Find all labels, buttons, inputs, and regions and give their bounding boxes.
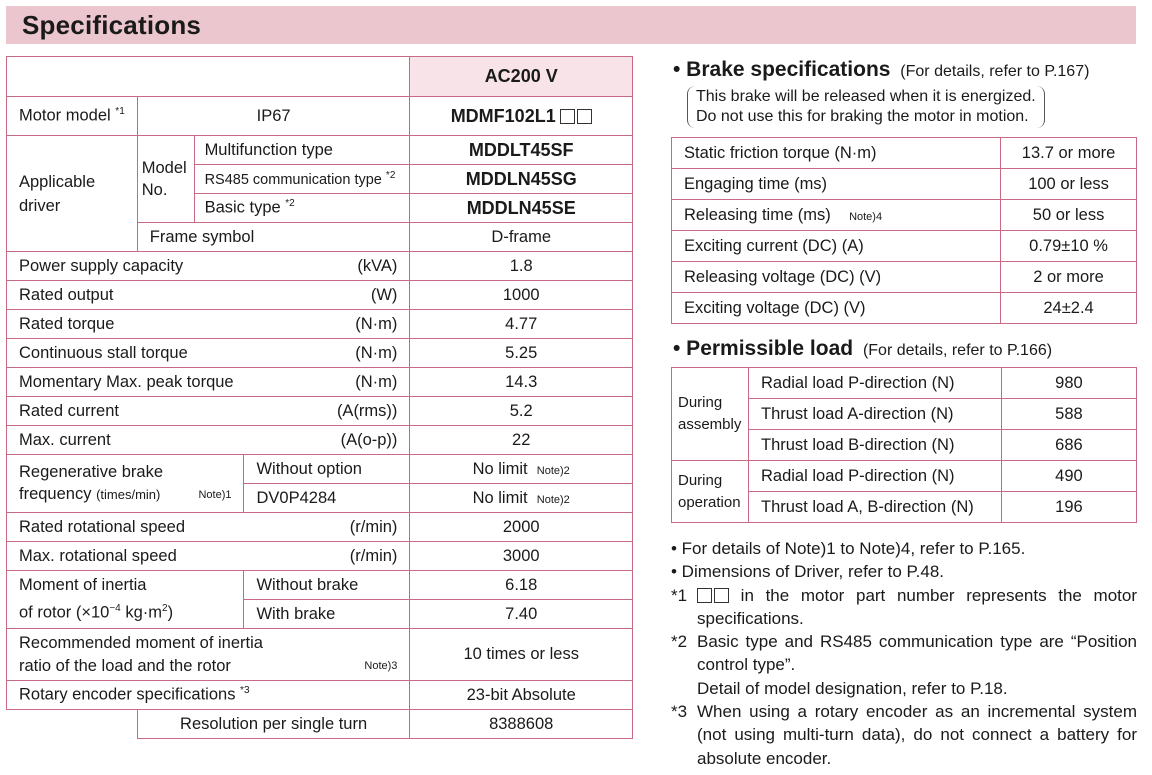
table-row: Continuous stall torque (N·m) 5.25 (7, 339, 633, 368)
table-row: Rated torque (N·m) 4.77 (7, 310, 633, 339)
regen-value: No limit Note)2 (410, 455, 633, 484)
table-row: Rated rotational speed (r/min) 2000 (7, 513, 633, 542)
resolution-label: Resolution per single turn (137, 710, 410, 739)
load-value: 686 (1001, 430, 1136, 461)
note-bullet: • For details of Note)1 to Note)4, refer to P.165. (671, 539, 1026, 558)
driver-model: MDDLN45SG (410, 165, 633, 194)
table-row: Releasing time (ms) Note)4 50 or less (672, 200, 1137, 231)
load-value: 196 (1001, 492, 1136, 523)
model-no-label: Model No. (137, 136, 194, 223)
load-label: Thrust load A-direction (N) (748, 399, 1001, 430)
brake-note: This brake will be released when it is energized. Do not use this for braking the motor in motion. (687, 86, 1045, 128)
load-value: 490 (1001, 461, 1136, 492)
regen-option: Without option (244, 455, 410, 484)
inertia-option: Without brake (244, 571, 410, 600)
table-row: Rated current (A(rms)) 5.2 (7, 397, 633, 426)
table-row: Momentary Max. peak torque (N·m) 14.3 (7, 368, 633, 397)
inertia-value: 6.18 (410, 571, 633, 600)
motor-model-value: MDMF102L1 (410, 97, 633, 136)
table-row: Static friction torque (N·m) 13.7 or more (672, 138, 1137, 169)
voltage-header: AC200 V (410, 57, 633, 97)
regen-value: No limit Note)2 (410, 484, 633, 513)
inertia-option: With brake (244, 600, 410, 629)
assembly-label: During assembly (672, 368, 749, 461)
table-row: Max. current (A(o-p)) 22 (7, 426, 633, 455)
load-label: Radial load P-direction (N) (748, 368, 1001, 399)
resolution-indent (7, 710, 138, 739)
placeholder-box-icon (560, 109, 575, 124)
page-title: Specifications (22, 10, 202, 40)
footnotes (671, 537, 1137, 770)
load-label: Thrust load B-direction (N) (748, 430, 1001, 461)
table-row: Exciting current (DC) (A) 0.79±10 % (672, 231, 1137, 262)
driver-type: RS485 communication type $^{*2}$ (194, 165, 410, 194)
footnote-1: *1 in the motor part number represents the motor specifications. (671, 585, 1137, 628)
table-row: Exciting voltage (DC) (V) 24±2.4 (672, 293, 1137, 324)
operation-label: During operation (672, 461, 749, 523)
inertia-label: Moment of inertia of rotor ($\times 10^{-4}$ $kg\cdot m^2$) (7, 571, 244, 629)
driver-model: MDDLT45SF (410, 136, 633, 165)
inertia-ratio-value: 10 times or less (410, 629, 633, 681)
table-row: Max. rotational speed (r/min) 3000 (7, 542, 633, 571)
driver-type: Basic type $^{*2}$ (194, 194, 410, 223)
frame-symbol-label: Frame symbol (137, 223, 410, 252)
table-row: Rated output (W) 1000 (7, 281, 633, 310)
load-section-title: • Permissible load (For details, refer to P.166) (673, 337, 1053, 360)
table-row: Engaging time (ms) 100 or less (672, 169, 1137, 200)
brake-spec-table (671, 137, 1137, 324)
note-bullet: • Dimensions of Driver, refer to P.48. (671, 562, 945, 582)
footnote-2: *2 Basic type and RS485 communication type are “Position control type”. Detail of model designation, refer to P.18. (671, 632, 1137, 698)
regen-option: DV0P4284 (244, 484, 410, 513)
main-spec-table (6, 56, 633, 739)
regen-brake-label: Regenerative brake frequency (times/min) Note)1 (7, 455, 244, 513)
applicable-driver-label: Applicable driver (7, 136, 138, 252)
footnote-3: *3 When using a rotary encoder as an incremental system (not using multi-turn data), do not connect a battery for absolute encoder. (671, 702, 1137, 768)
load-label: Thrust load A, B-direction (N) (748, 492, 1001, 523)
load-value: 980 (1001, 368, 1136, 399)
protection-class: IP67 (137, 97, 410, 136)
encoder-value: 23-bit Absolute (410, 681, 633, 710)
resolution-value: 8388608 (410, 710, 633, 739)
inertia-ratio-label: Recommended moment of inertia ratio of the load and the rotor Note)3 (7, 629, 410, 681)
table-row: Power supply capacity (kVA) 1.8 (7, 252, 633, 281)
frame-symbol-value: D-frame (410, 223, 633, 252)
table-row: Releasing voltage (DC) (V) 2 or more (672, 262, 1137, 293)
inertia-value: 7.40 (410, 600, 633, 629)
motor-model-label: Motor model $^{*1}$ (7, 97, 138, 136)
encoder-label: Rotary encoder specifications $^{*3}$ (7, 681, 410, 710)
driver-model: MDDLN45SE (410, 194, 633, 223)
brake-section-title: • Brake specifications (For details, refer to P.167) (673, 58, 1090, 81)
header-blank (7, 57, 410, 97)
placeholder-box-icon (697, 588, 712, 603)
placeholder-box-icon (714, 588, 729, 603)
load-value: 588 (1001, 399, 1136, 430)
permissible-load-table (671, 367, 1137, 523)
title-bar (6, 6, 1136, 44)
placeholder-box-icon (577, 109, 592, 124)
load-label: Radial load P-direction (N) (748, 461, 1001, 492)
driver-type: Multifunction type (194, 136, 410, 165)
